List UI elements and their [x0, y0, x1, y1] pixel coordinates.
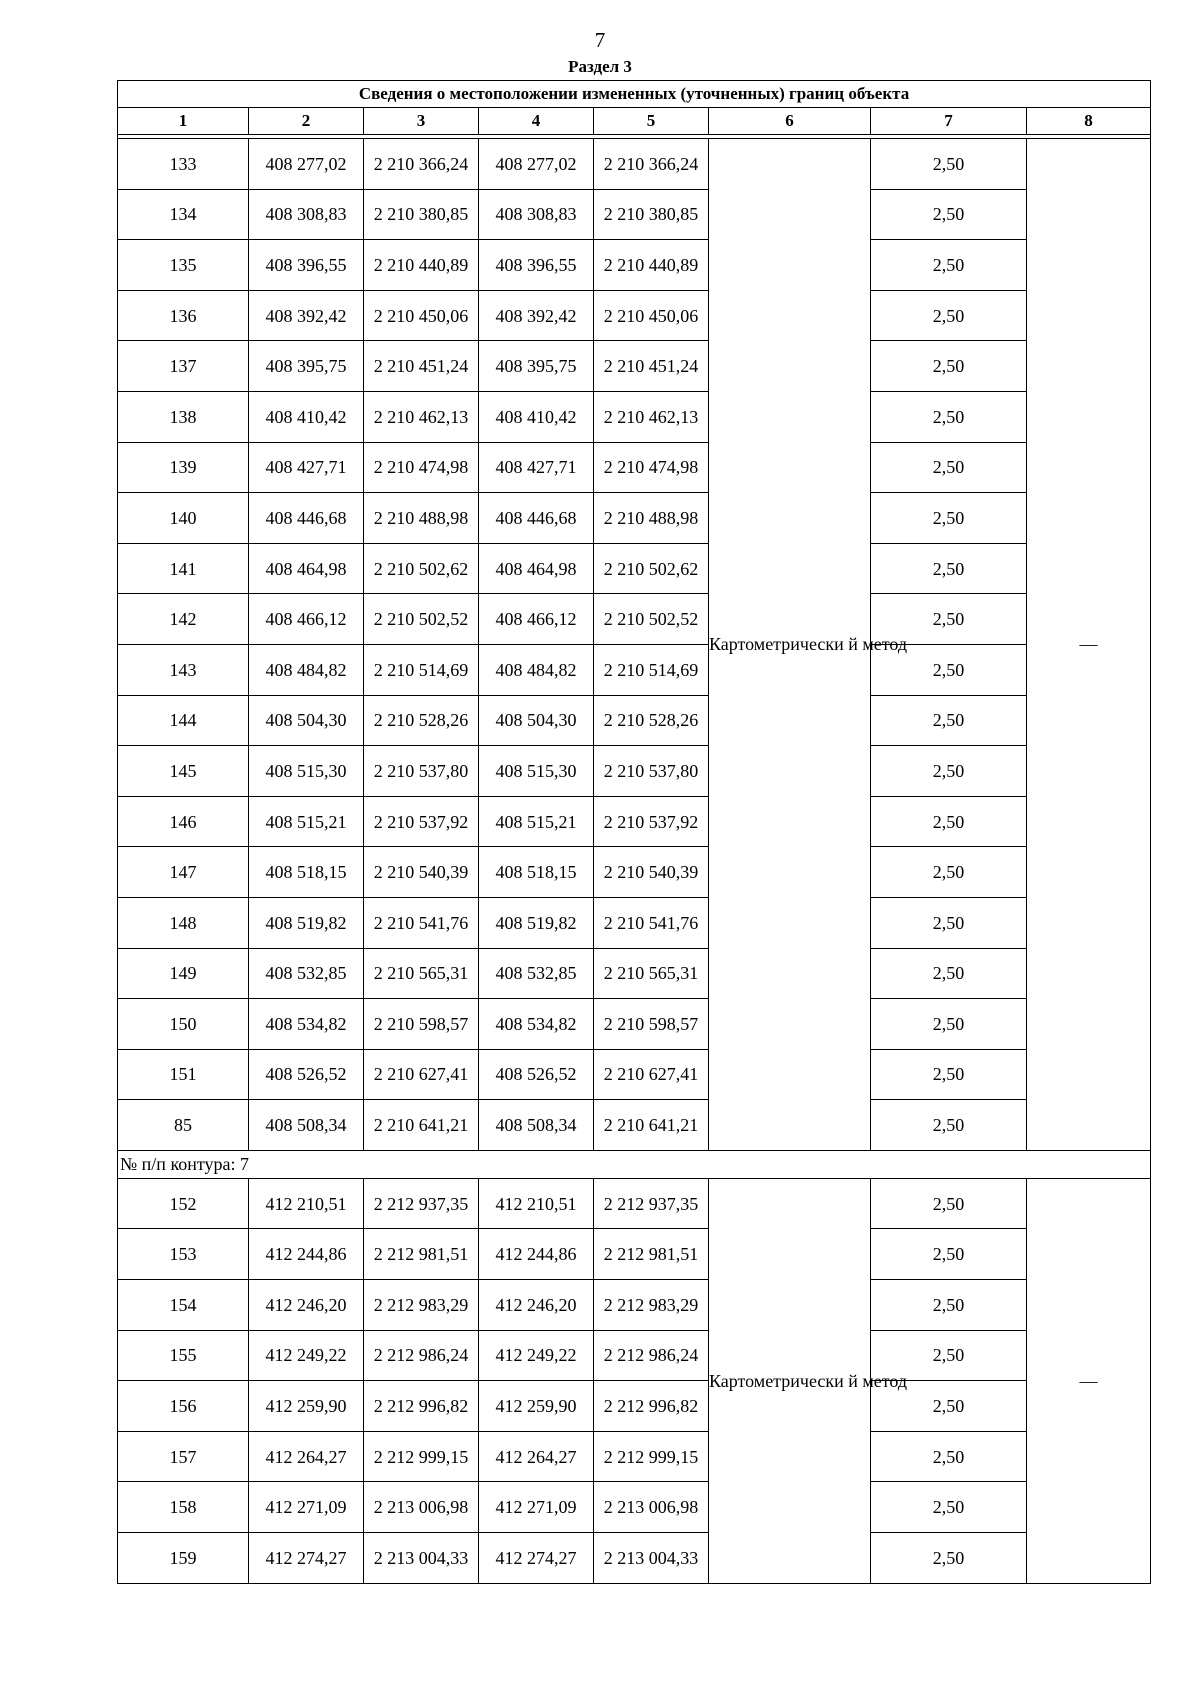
x-coordinate: 408 534,82	[249, 999, 364, 1050]
accuracy-value: 2,50	[871, 1280, 1027, 1331]
x-coordinate-new: 412 274,27	[479, 1533, 594, 1584]
accuracy-value: 2,50	[871, 493, 1027, 544]
accuracy-value: 2,50	[871, 1482, 1027, 1533]
table-row	[118, 391, 1151, 442]
point-number: 155	[118, 1330, 249, 1381]
y-coordinate: 2 210 462,13	[364, 391, 479, 442]
accuracy-value: 2,50	[871, 189, 1027, 240]
accuracy-value: 2,50	[871, 1381, 1027, 1432]
x-coordinate-new: 408 508,34	[479, 1100, 594, 1151]
point-number: 141	[118, 543, 249, 594]
table-body	[118, 81, 1151, 1584]
x-coordinate: 412 259,90	[249, 1381, 364, 1432]
point-number: 139	[118, 442, 249, 493]
point-number: 134	[118, 189, 249, 240]
column-number-row	[118, 108, 1151, 135]
y-coordinate: 2 210 451,24	[364, 341, 479, 392]
y-coordinate-new: 2 210 440,89	[594, 240, 709, 291]
table-row	[118, 897, 1151, 948]
y-coordinate: 2 210 380,85	[364, 189, 479, 240]
accuracy-value: 2,50	[871, 644, 1027, 695]
table-row	[118, 594, 1151, 645]
point-number: 150	[118, 999, 249, 1050]
x-coordinate-new: 408 534,82	[479, 999, 594, 1050]
accuracy-value: 2,50	[871, 695, 1027, 746]
table-row	[118, 847, 1151, 898]
y-coordinate: 2 210 540,39	[364, 847, 479, 898]
accuracy-value: 2,50	[871, 796, 1027, 847]
x-coordinate: 408 518,15	[249, 847, 364, 898]
accuracy-value: 2,50	[871, 543, 1027, 594]
accuracy-value: 2,50	[871, 1049, 1027, 1100]
table-row	[118, 948, 1151, 999]
y-coordinate: 2 210 627,41	[364, 1049, 479, 1100]
point-number: 144	[118, 695, 249, 746]
y-coordinate-new: 2 210 450,06	[594, 290, 709, 341]
x-coordinate: 412 244,86	[249, 1229, 364, 1280]
table-row	[118, 341, 1151, 392]
x-coordinate: 408 308,83	[249, 189, 364, 240]
y-coordinate-new: 2 210 380,85	[594, 189, 709, 240]
x-coordinate: 408 427,71	[249, 442, 364, 493]
y-coordinate: 2 212 937,35	[364, 1178, 479, 1229]
point-number: 152	[118, 1178, 249, 1229]
point-number: 146	[118, 796, 249, 847]
point-number: 156	[118, 1381, 249, 1432]
table-row	[118, 1178, 1151, 1229]
x-coordinate: 408 508,34	[249, 1100, 364, 1151]
x-coordinate-new: 408 308,83	[479, 189, 594, 240]
x-coordinate: 412 264,27	[249, 1431, 364, 1482]
column-number: 2	[249, 108, 364, 135]
accuracy-value: 2,50	[871, 391, 1027, 442]
boundary-table	[117, 80, 1151, 1584]
y-coordinate: 2 212 983,29	[364, 1280, 479, 1331]
point-number: 143	[118, 644, 249, 695]
column-number: 1	[118, 108, 249, 135]
table-row	[118, 999, 1151, 1050]
section-title: Раздел 3	[568, 57, 632, 76]
point-number: 133	[118, 139, 249, 190]
x-coordinate-new: 412 246,20	[479, 1280, 594, 1331]
x-coordinate: 408 396,55	[249, 240, 364, 291]
table-row	[118, 1280, 1151, 1331]
y-coordinate-new: 2 212 983,29	[594, 1280, 709, 1331]
y-coordinate: 2 212 986,24	[364, 1330, 479, 1381]
x-coordinate-new: 408 446,68	[479, 493, 594, 544]
x-coordinate: 408 277,02	[249, 139, 364, 190]
x-coordinate: 408 519,82	[249, 897, 364, 948]
x-coordinate-new: 408 526,52	[479, 1049, 594, 1100]
y-coordinate-new: 2 210 451,24	[594, 341, 709, 392]
y-coordinate: 2 210 565,31	[364, 948, 479, 999]
accuracy-value: 2,50	[871, 240, 1027, 291]
accuracy-value: 2,50	[871, 341, 1027, 392]
column-number: 4	[479, 108, 594, 135]
table-row	[118, 644, 1151, 695]
x-coordinate: 412 271,09	[249, 1482, 364, 1533]
point-number: 147	[118, 847, 249, 898]
y-coordinate-new: 2 210 502,52	[594, 594, 709, 645]
accuracy-value: 2,50	[871, 897, 1027, 948]
y-coordinate: 2 210 450,06	[364, 290, 479, 341]
x-coordinate: 408 464,98	[249, 543, 364, 594]
x-coordinate-new: 412 264,27	[479, 1431, 594, 1482]
table-row	[118, 189, 1151, 240]
y-coordinate-new: 2 210 462,13	[594, 391, 709, 442]
x-coordinate: 412 274,27	[249, 1533, 364, 1584]
y-coordinate: 2 210 502,52	[364, 594, 479, 645]
x-coordinate-new: 408 519,82	[479, 897, 594, 948]
y-coordinate-new: 2 210 488,98	[594, 493, 709, 544]
table-row	[118, 290, 1151, 341]
accuracy-value: 2,50	[871, 847, 1027, 898]
y-coordinate: 2 210 598,57	[364, 999, 479, 1050]
accuracy-value: 2,50	[871, 1431, 1027, 1482]
table-row	[118, 1482, 1151, 1533]
table-row	[118, 1381, 1151, 1432]
x-coordinate: 408 446,68	[249, 493, 364, 544]
point-number: 138	[118, 391, 249, 442]
y-coordinate-new: 2 212 981,51	[594, 1229, 709, 1280]
method-cell: Картометрически й метод	[709, 1178, 871, 1583]
x-coordinate-new: 412 210,51	[479, 1178, 594, 1229]
accuracy-value: 2,50	[871, 290, 1027, 341]
point-number: 154	[118, 1280, 249, 1331]
y-coordinate: 2 210 537,80	[364, 746, 479, 797]
point-number: 140	[118, 493, 249, 544]
point-number: 149	[118, 948, 249, 999]
x-coordinate-new: 412 271,09	[479, 1482, 594, 1533]
y-coordinate: 2 213 004,33	[364, 1533, 479, 1584]
y-coordinate: 2 210 641,21	[364, 1100, 479, 1151]
y-coordinate-new: 2 212 986,24	[594, 1330, 709, 1381]
y-coordinate-new: 2 212 999,15	[594, 1431, 709, 1482]
x-coordinate: 408 515,30	[249, 746, 364, 797]
table-row	[118, 1533, 1151, 1584]
x-coordinate-new: 408 396,55	[479, 240, 594, 291]
method-cell: Картометрически й метод	[709, 139, 871, 1151]
table-row	[118, 543, 1151, 594]
y-coordinate-new: 2 210 598,57	[594, 999, 709, 1050]
column-number: 7	[871, 108, 1027, 135]
x-coordinate-new: 408 395,75	[479, 341, 594, 392]
x-coordinate: 408 515,21	[249, 796, 364, 847]
x-coordinate-new: 408 427,71	[479, 442, 594, 493]
table-row	[118, 139, 1151, 190]
y-coordinate: 2 212 999,15	[364, 1431, 479, 1482]
y-coordinate: 2 210 502,62	[364, 543, 479, 594]
table-caption-row	[118, 81, 1151, 108]
y-coordinate: 2 210 366,24	[364, 139, 479, 190]
x-coordinate-new: 408 410,42	[479, 391, 594, 442]
accuracy-value: 2,50	[871, 139, 1027, 190]
y-coordinate: 2 210 488,98	[364, 493, 479, 544]
table-row	[118, 796, 1151, 847]
point-number: 148	[118, 897, 249, 948]
x-coordinate-new: 408 518,15	[479, 847, 594, 898]
y-coordinate-new: 2 210 366,24	[594, 139, 709, 190]
table-row	[118, 1049, 1151, 1100]
accuracy-value: 2,50	[871, 948, 1027, 999]
accuracy-value: 2,50	[871, 442, 1027, 493]
column-number: 6	[709, 108, 871, 135]
y-coordinate: 2 210 514,69	[364, 644, 479, 695]
x-coordinate-new: 408 504,30	[479, 695, 594, 746]
x-coordinate-new: 408 484,82	[479, 644, 594, 695]
accuracy-value: 2,50	[871, 1100, 1027, 1151]
y-coordinate: 2 210 440,89	[364, 240, 479, 291]
point-number: 145	[118, 746, 249, 797]
x-coordinate-new: 412 244,86	[479, 1229, 594, 1280]
table-caption: Сведения о местоположении измененных (уточненных) границ объекта	[118, 81, 1151, 108]
x-coordinate: 408 392,42	[249, 290, 364, 341]
x-coordinate: 412 246,20	[249, 1280, 364, 1331]
point-number: 136	[118, 290, 249, 341]
note-cell: —	[1027, 139, 1151, 1151]
x-coordinate-new: 408 466,12	[479, 594, 594, 645]
x-coordinate: 408 410,42	[249, 391, 364, 442]
accuracy-value: 2,50	[871, 1533, 1027, 1584]
table-row	[118, 240, 1151, 291]
x-coordinate: 408 484,82	[249, 644, 364, 695]
y-coordinate-new: 2 213 006,98	[594, 1482, 709, 1533]
y-coordinate-new: 2 210 641,21	[594, 1100, 709, 1151]
table-row	[118, 1229, 1151, 1280]
point-number: 85	[118, 1100, 249, 1151]
x-coordinate-new: 408 515,30	[479, 746, 594, 797]
y-coordinate: 2 212 996,82	[364, 1381, 479, 1432]
y-coordinate-new: 2 210 537,80	[594, 746, 709, 797]
point-number: 153	[118, 1229, 249, 1280]
x-coordinate: 412 249,22	[249, 1330, 364, 1381]
y-coordinate-new: 2 210 541,76	[594, 897, 709, 948]
accuracy-value: 2,50	[871, 1229, 1027, 1280]
x-coordinate: 408 466,12	[249, 594, 364, 645]
accuracy-value: 2,50	[871, 594, 1027, 645]
accuracy-value: 2,50	[871, 1178, 1027, 1229]
column-number: 5	[594, 108, 709, 135]
y-coordinate-new: 2 212 996,82	[594, 1381, 709, 1432]
y-coordinate: 2 212 981,51	[364, 1229, 479, 1280]
point-number: 158	[118, 1482, 249, 1533]
y-coordinate: 2 210 528,26	[364, 695, 479, 746]
y-coordinate: 2 210 541,76	[364, 897, 479, 948]
accuracy-value: 2,50	[871, 999, 1027, 1050]
point-number: 142	[118, 594, 249, 645]
x-coordinate-new: 408 277,02	[479, 139, 594, 190]
y-coordinate-new: 2 210 565,31	[594, 948, 709, 999]
accuracy-value: 2,50	[871, 746, 1027, 797]
x-coordinate-new: 408 532,85	[479, 948, 594, 999]
point-number: 137	[118, 341, 249, 392]
y-coordinate: 2 210 537,92	[364, 796, 479, 847]
x-coordinate-new: 412 249,22	[479, 1330, 594, 1381]
x-coordinate: 408 504,30	[249, 695, 364, 746]
note-cell: —	[1027, 1178, 1151, 1583]
table-row	[118, 1100, 1151, 1151]
accuracy-value: 2,50	[871, 1330, 1027, 1381]
table-row	[118, 1330, 1151, 1381]
y-coordinate-new: 2 210 502,62	[594, 543, 709, 594]
column-number: 8	[1027, 108, 1151, 135]
column-number: 3	[364, 108, 479, 135]
y-coordinate: 2 213 006,98	[364, 1482, 479, 1533]
x-coordinate: 408 395,75	[249, 341, 364, 392]
y-coordinate: 2 210 474,98	[364, 442, 479, 493]
x-coordinate-new: 408 392,42	[479, 290, 594, 341]
x-coordinate-new: 412 259,90	[479, 1381, 594, 1432]
y-coordinate-new: 2 210 514,69	[594, 644, 709, 695]
contour-label: № п/п контура: 7	[118, 1150, 1151, 1178]
point-number: 135	[118, 240, 249, 291]
x-coordinate-new: 408 515,21	[479, 796, 594, 847]
y-coordinate-new: 2 213 004,33	[594, 1533, 709, 1584]
x-coordinate: 412 210,51	[249, 1178, 364, 1229]
table-row	[118, 1431, 1151, 1482]
x-coordinate: 408 526,52	[249, 1049, 364, 1100]
page-number: 7	[594, 28, 606, 52]
table-row	[118, 695, 1151, 746]
y-coordinate-new: 2 210 537,92	[594, 796, 709, 847]
x-coordinate-new: 408 464,98	[479, 543, 594, 594]
table-row	[118, 442, 1151, 493]
table-row	[118, 746, 1151, 797]
point-number: 159	[118, 1533, 249, 1584]
y-coordinate-new: 2 210 540,39	[594, 847, 709, 898]
point-number: 151	[118, 1049, 249, 1100]
x-coordinate: 408 532,85	[249, 948, 364, 999]
y-coordinate-new: 2 210 474,98	[594, 442, 709, 493]
table-row	[118, 493, 1151, 544]
contour-row	[118, 1150, 1151, 1178]
y-coordinate-new: 2 212 937,35	[594, 1178, 709, 1229]
y-coordinate-new: 2 210 528,26	[594, 695, 709, 746]
y-coordinate-new: 2 210 627,41	[594, 1049, 709, 1100]
point-number: 157	[118, 1431, 249, 1482]
